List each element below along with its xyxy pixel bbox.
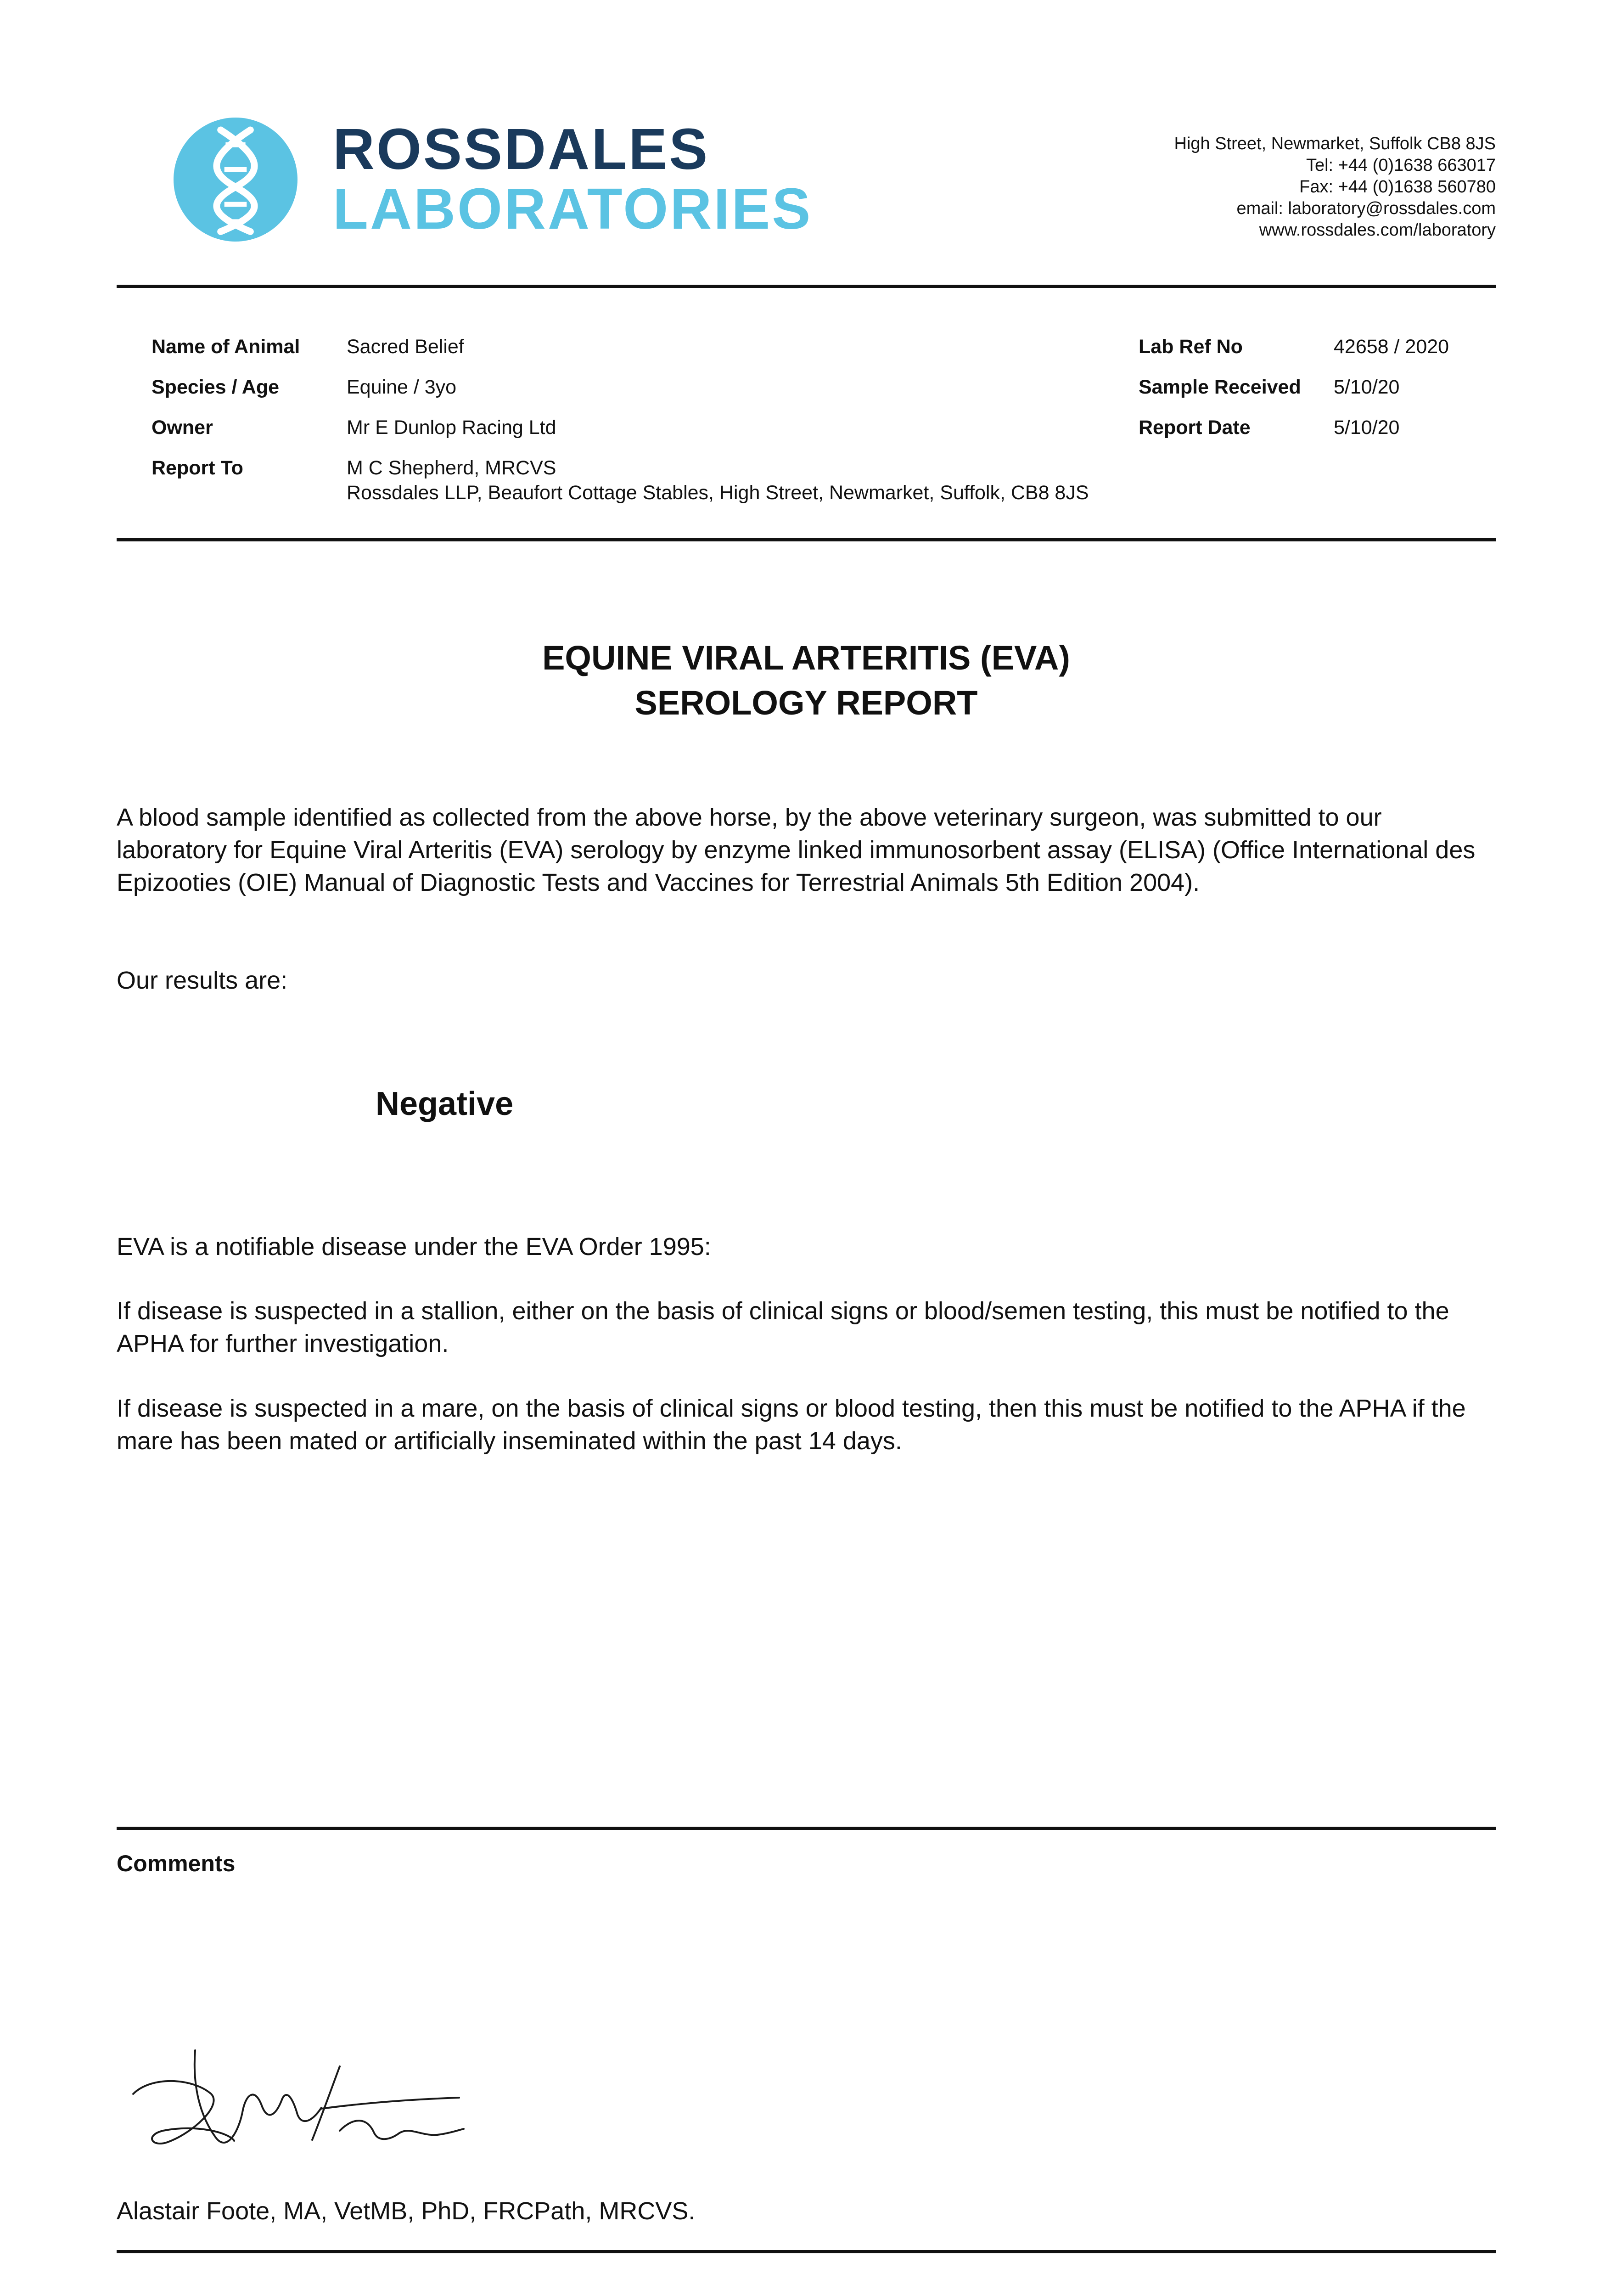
sample-received-label: Sample Received bbox=[1139, 376, 1301, 398]
report-date-value: 5/10/20 bbox=[1334, 416, 1400, 439]
dna-helix-icon bbox=[174, 118, 297, 242]
address-web: www.rossdales.com/laboratory bbox=[1259, 220, 1496, 240]
report-date-label: Report Date bbox=[1139, 416, 1251, 439]
brand-name-line2: LABORATORIES bbox=[333, 176, 813, 241]
species-age-value: Equine / 3yo bbox=[347, 376, 457, 398]
report-title-line1: EQUINE VIRAL ARTERITIS (EVA) bbox=[542, 639, 1070, 677]
name-of-animal-value: Sacred Belief bbox=[347, 336, 464, 358]
name-of-animal-label: Name of Animal bbox=[152, 336, 300, 358]
report-title-line2: SEROLOGY REPORT bbox=[634, 684, 978, 722]
comments-divider bbox=[117, 1827, 1496, 1830]
notifiable-statement: EVA is a notifiable disease under the EVA Order 1995: bbox=[117, 1233, 711, 1261]
lab-ref-value: 42658 / 2020 bbox=[1334, 336, 1449, 358]
address-fax: Fax: +44 (0)1638 560780 bbox=[1299, 177, 1496, 197]
report-to-value-line1: M C Shepherd, MRCVS bbox=[347, 457, 556, 479]
report-to-label: Report To bbox=[152, 457, 243, 479]
comments-label: Comments bbox=[117, 1851, 236, 1876]
brand-name-line1: ROSSDALES bbox=[333, 117, 710, 181]
footer-divider bbox=[117, 2250, 1496, 2253]
test-result: Negative bbox=[376, 1086, 514, 1122]
address-tel: Tel: +44 (0)1638 663017 bbox=[1306, 156, 1496, 175]
owner-value: Mr E Dunlop Racing Ltd bbox=[347, 416, 556, 439]
results-intro: Our results are: bbox=[117, 967, 288, 994]
signature-image bbox=[124, 2039, 477, 2163]
species-age-label: Species / Age bbox=[152, 376, 280, 398]
signer-name: Alastair Foote, MA, VetMB, PhD, FRCPath, MRCVS. bbox=[117, 2197, 696, 2225]
details-divider bbox=[117, 538, 1496, 541]
address-email: email: laboratory@rossdales.com bbox=[1236, 199, 1496, 218]
stallion-note: If disease is suspected in a stallion, either on the basis of clinical signs or blood/semen testing, this must be notified to the APHA for further investigation. bbox=[117, 1297, 1449, 1357]
address-street: High Street, Newmarket, Suffolk CB8 8JS bbox=[1174, 134, 1496, 153]
intro-paragraph: A blood sample identified as collected from the above horse, by the above veterinary surgeon, was submitted to our laboratory for Equine Viral Arteritis (EVA) serology by enzyme linked immunosorbent assay (ELISA) (Office International des Epizooties (OIE) Manual of Diagnostic Tests and Vaccines for Terrestrial Animals 5th Edition 2004). bbox=[117, 804, 1476, 896]
header-divider bbox=[117, 285, 1496, 288]
lab-ref-label: Lab Ref No bbox=[1139, 336, 1243, 358]
lab-address-block bbox=[1174, 133, 1496, 241]
owner-label: Owner bbox=[152, 416, 213, 439]
sample-received-value: 5/10/20 bbox=[1334, 376, 1400, 398]
report-to-value-line2: Rossdales LLP, Beaufort Cottage Stables, High Street, Newmarket, Suffolk, CB8 8JS bbox=[347, 482, 1089, 504]
mare-note: If disease is suspected in a mare, on the basis of clinical signs or blood testing, then this must be notified to the APHA if the mare has been mated or artificially inseminated within the past 14 days. bbox=[117, 1395, 1466, 1455]
